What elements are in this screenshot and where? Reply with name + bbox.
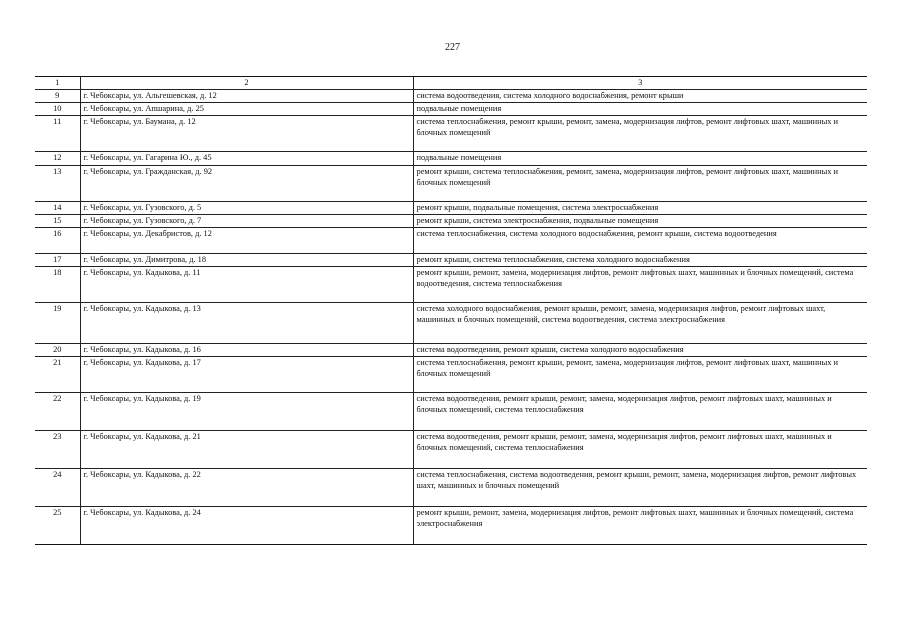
row-works: система водоотведения, ремонт крыши, система холодного водоснабжения — [413, 343, 867, 356]
row-works: ремонт крыши, система теплоснабжения, ремонт, замена, модернизация лифтов, ремонт лифтовых шахт, машинных и блочных помещений — [413, 165, 867, 201]
row-number: 15 — [35, 214, 80, 227]
table-row — [35, 115, 867, 151]
page-number: 227 — [445, 42, 460, 53]
table-row — [35, 392, 867, 430]
row-works: ремонт крыши, ремонт, замена, модернизация лифтов, ремонт лифтовых шахт, машинных и блочных помещений, система электроснабжения — [413, 506, 867, 544]
row-address: г. Чебоксары, ул. Кадыкова, д. 24 — [80, 506, 413, 544]
row-address: г. Чебоксары, ул. Кадыкова, д. 16 — [80, 343, 413, 356]
row-address: г. Чебоксары, ул. Кадыкова, д. 13 — [80, 302, 413, 343]
row-address: г. Чебоксары, ул. Баумана, д. 12 — [80, 115, 413, 151]
row-number: 23 — [35, 430, 80, 468]
table-row — [35, 468, 867, 506]
row-address: г. Чебоксары, ул. Гузовского, д. 7 — [80, 214, 413, 227]
table-row — [35, 356, 867, 392]
table-row — [35, 430, 867, 468]
row-works: ремонт крыши, система электроснабжения, подвальные помещения — [413, 214, 867, 227]
row-address: г. Чебоксары, ул. Кадыкова, д. 17 — [80, 356, 413, 392]
table-row — [35, 343, 867, 356]
table-header-row — [35, 77, 867, 90]
row-number: 21 — [35, 356, 80, 392]
column-number-2: 2 — [80, 77, 413, 90]
table-row — [35, 266, 867, 302]
row-works: система водоотведения, ремонт крыши, ремонт, замена, модернизация лифтов, ремонт лифтовых шахт, машинных и блочных помещений, система теплоснабжения — [413, 392, 867, 430]
row-number: 22 — [35, 392, 80, 430]
row-address: г. Чебоксары, ул. Кадыкова, д. 11 — [80, 266, 413, 302]
row-works: подвальные помещения — [413, 151, 867, 165]
table-row — [35, 165, 867, 201]
row-number: 25 — [35, 506, 80, 544]
row-works: система холодного водоснабжения, ремонт крыши, ремонт, замена, модернизация лифтов, ремонт лифтовых шахт, машинных и блочных помещений, система водоотведения, система электроснабжения — [413, 302, 867, 343]
table-row — [35, 151, 867, 165]
row-works: система теплоснабжения, ремонт крыши, ремонт, замена, модернизация лифтов, ремонт лифтовых шахт, машинных и блочных помещений — [413, 356, 867, 392]
row-number: 18 — [35, 266, 80, 302]
row-number: 17 — [35, 253, 80, 266]
row-number: 10 — [35, 102, 80, 115]
table-row — [35, 227, 867, 253]
table-row — [35, 506, 867, 544]
column-number-1: 1 — [35, 77, 80, 90]
row-number: 11 — [35, 115, 80, 151]
table-row — [35, 214, 867, 227]
row-address: г. Чебоксары, ул. Кадыкова, д. 21 — [80, 430, 413, 468]
table-row — [35, 302, 867, 343]
row-works: система теплоснабжения, система холодного водоснабжения, ремонт крыши, система водоотведения — [413, 227, 867, 253]
row-address: г. Чебоксары, ул. Димитрова, д. 18 — [80, 253, 413, 266]
column-number-3: 3 — [413, 77, 867, 90]
row-address: г. Чебоксары, ул. Гагарина Ю., д. 45 — [80, 151, 413, 165]
row-works: система теплоснабжения, ремонт крыши, ремонт, замена, модернизация лифтов, ремонт лифтовых шахт, машинных и блочных помещений — [413, 115, 867, 151]
row-works: ремонт крыши, подвальные помещения, система электроснабжения — [413, 201, 867, 214]
row-works: ремонт крыши, система теплоснабжения, система холодного водоснабжения — [413, 253, 867, 266]
row-number: 20 — [35, 343, 80, 356]
row-address: г. Чебоксары, ул. Кадыкова, д. 19 — [80, 392, 413, 430]
row-works: подвальные помещения — [413, 102, 867, 115]
row-address: г. Чебоксары, ул. Альгешевская, д. 12 — [80, 89, 413, 102]
table-row — [35, 89, 867, 102]
row-number: 14 — [35, 201, 80, 214]
row-works: система водоотведения, система холодного водоснабжения, ремонт крыши — [413, 89, 867, 102]
row-address: г. Чебоксары, ул. Гузовского, д. 5 — [80, 201, 413, 214]
table-row — [35, 102, 867, 115]
row-works: система теплоснабжения, система водоотведения, ремонт крыши, ремонт, замена, модернизация лифтов, ремонт лифтовых шахт, машинных и блочных помещений — [413, 468, 867, 506]
table-row — [35, 201, 867, 214]
row-works: система водоотведения, ремонт крыши, ремонт, замена, модернизация лифтов, ремонт лифтовых шахт, машинных и блочных помещений, система теплоснабжения — [413, 430, 867, 468]
row-address: г. Чебоксары, ул. Гражданская, д. 92 — [80, 165, 413, 201]
row-number: 16 — [35, 227, 80, 253]
row-number: 24 — [35, 468, 80, 506]
row-address: г. Чебоксары, ул. Кадыкова, д. 22 — [80, 468, 413, 506]
table-row — [35, 253, 867, 266]
row-number: 9 — [35, 89, 80, 102]
row-number: 13 — [35, 165, 80, 201]
houses-table — [35, 76, 867, 545]
row-number: 12 — [35, 151, 80, 165]
row-address: г. Чебоксары, ул. Апшарина, д. 25 — [80, 102, 413, 115]
row-works: ремонт крыши, ремонт, замена, модернизация лифтов, ремонт лифтовых шахт, машинных и блочных помещений, система водоотведения, система теплоснабжения — [413, 266, 867, 302]
row-number: 19 — [35, 302, 80, 343]
row-address: г. Чебоксары, ул. Декабристов, д. 12 — [80, 227, 413, 253]
